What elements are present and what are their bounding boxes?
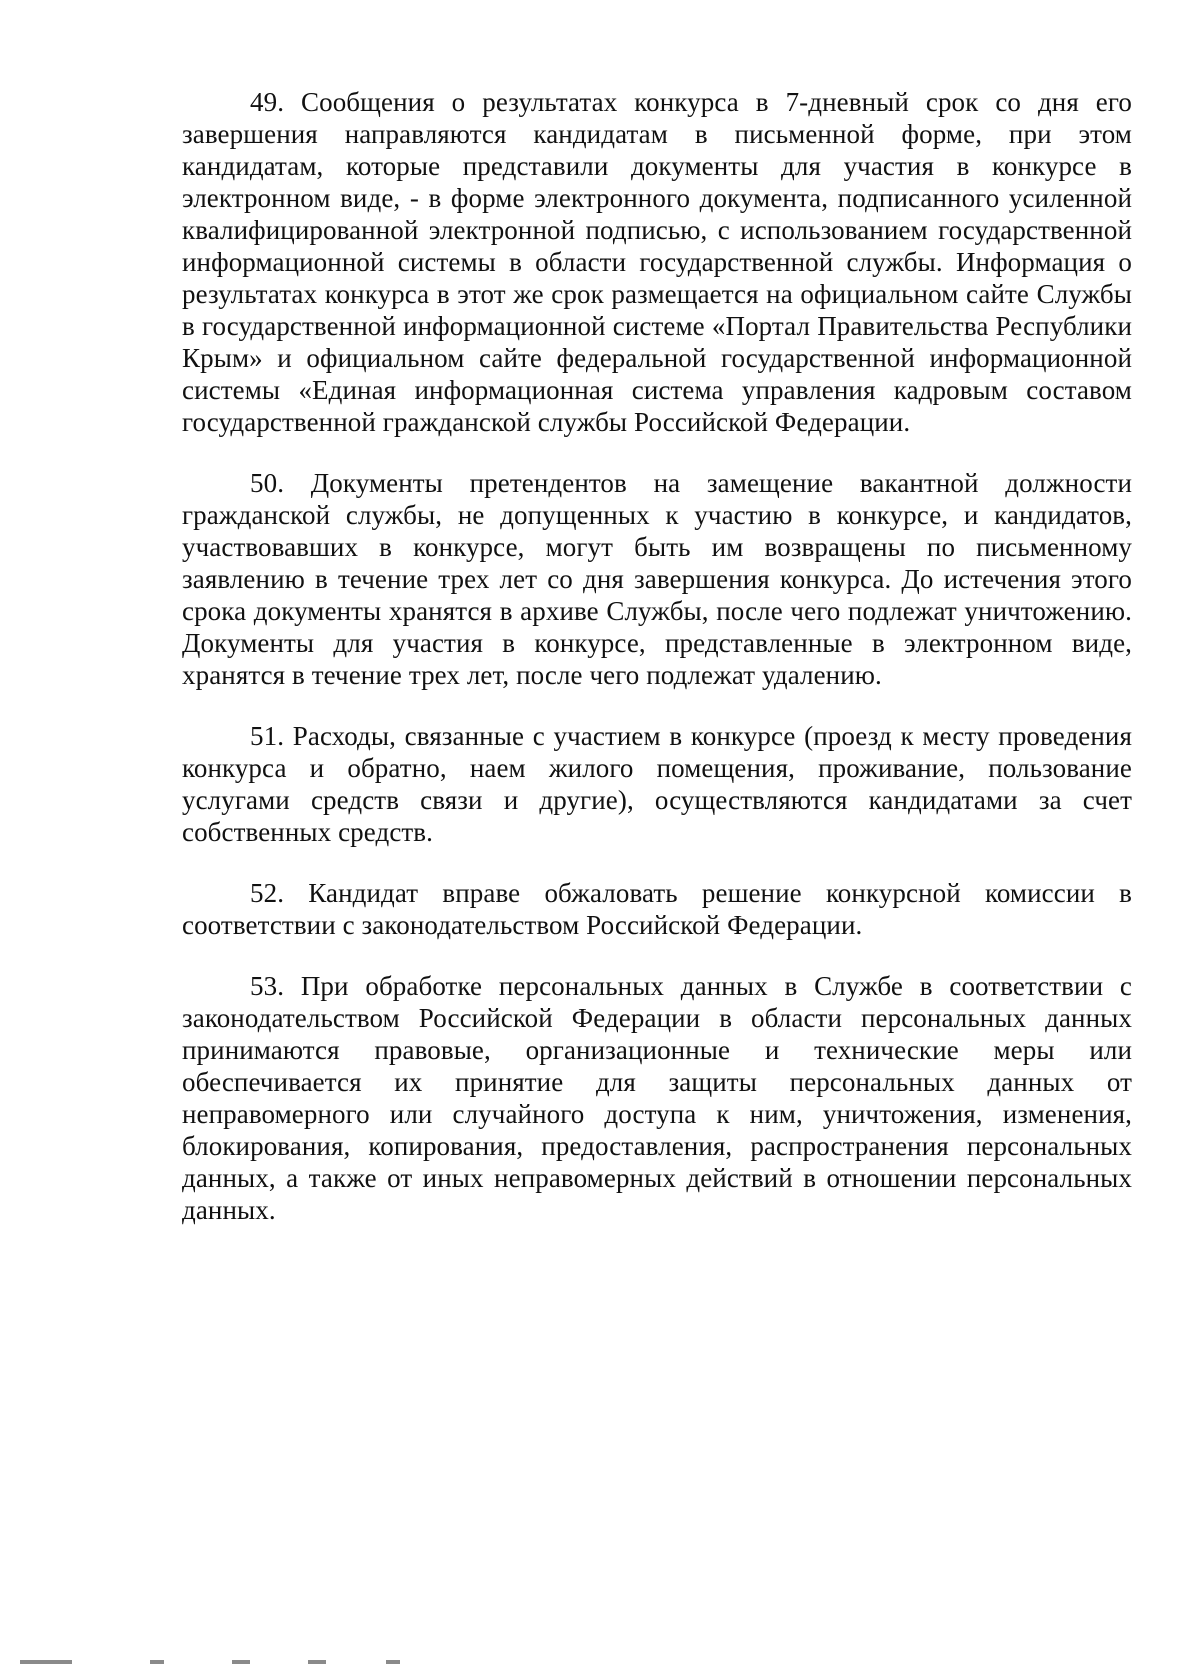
paragraph-52: 52. Кандидат вправе обжаловать решение конкурсной комиссии в соответствии с законодательством Российской Федерации. <box>182 878 1132 940</box>
document-body <box>182 86 1132 1226</box>
scan-mark <box>386 1660 400 1664</box>
paragraph-49: 49. Сообщения о результатах конкурса в 7-дневный срок со дня его завершения направляются кандидатам в письменной форме, при этом кандидатам, которые представили документы для участия в конкурсе в электронном виде, - в форме электронного документа, подписанного усиленной квалифицированной электронной подписью, с использованием государственной информационной системы в области государственной службы. Информация о результатах конкурса в этот же срок размещается на официальном сайте Службы в государственной информационной системе «Портал Правительства Республики Крым» и официальном сайте федеральной государственной информационной системы «Единая информационная система управления кадровым составом государственной гражданской службы Российской Федерации. <box>182 87 1132 437</box>
paragraph-53: 53. При обработке персональных данных в Службе в соответствии с законодательством Российской Федерации в области персональных данных принимаются правовые, организационные и технические меры или обеспечивается их принятие для защиты персональных данных от неправомерного или случайного доступа к ним, уничтожения, изменения, блокирования, копирования, предоставления, распространения персональных данных, а также от иных неправомерных действий в отношении персональных данных. <box>182 971 1132 1225</box>
scan-mark <box>20 1660 72 1664</box>
paragraph-51: 51. Расходы, связанные с участием в конкурсе (проезд к месту проведения конкурса и обратно, наем жилого помещения, проживание, пользование услугами средств связи и другие), осуществляются кандидатами за счет собственных средств. <box>182 721 1132 847</box>
scan-mark <box>308 1660 326 1664</box>
scan-mark <box>232 1660 250 1664</box>
scan-mark <box>150 1660 164 1664</box>
scan-edge-marks <box>0 1652 1200 1667</box>
paragraph-50: 50. Документы претендентов на замещение вакантной должности гражданской службы, не допущенных к участию в конкурсе, и кандидатов, участвовавших в конкурсе, могут быть им возвращены по письменному заявлению в течение трех лет со дня завершения конкурса. До истечения этого срока документы хранятся в архиве Службы, после чего подлежат уничтожению. Документы для участия в конкурсе, представленные в электронном виде, хранятся в течение трех лет, после чего подлежат удалению. <box>182 468 1132 690</box>
